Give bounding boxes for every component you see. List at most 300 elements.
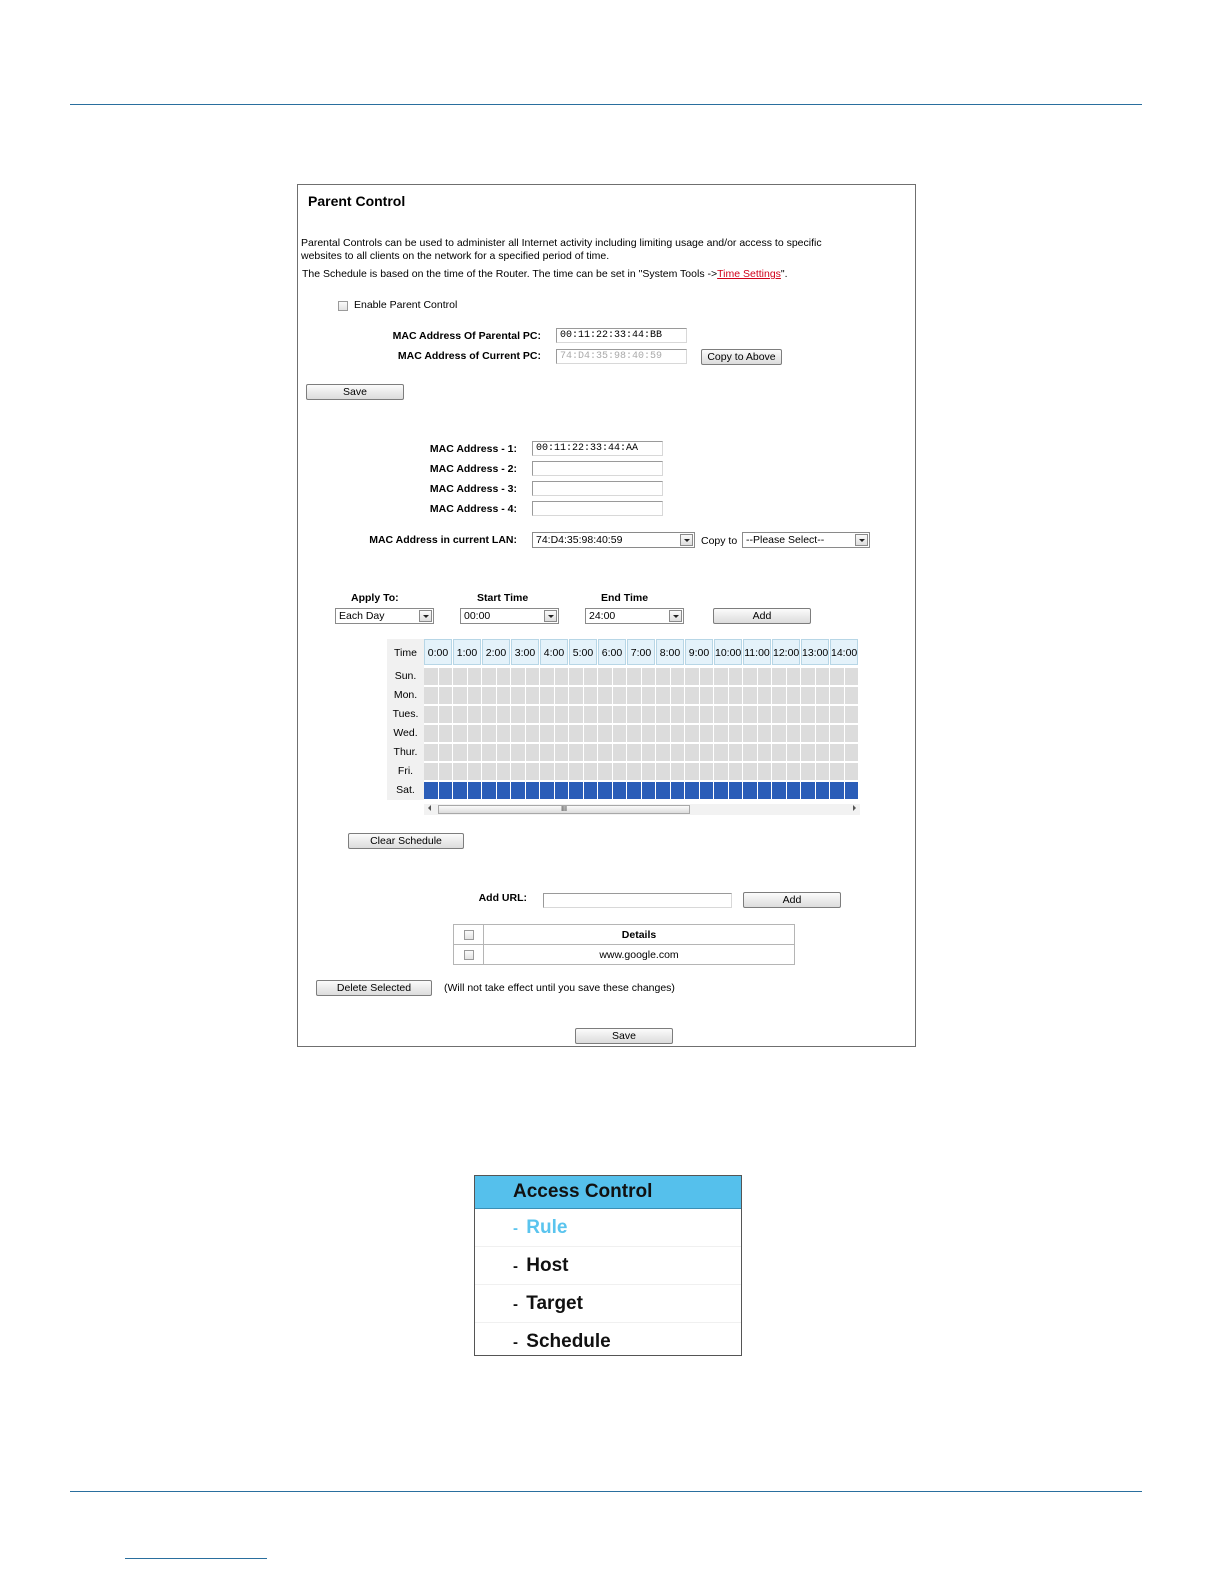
chevron-down-icon	[680, 534, 693, 546]
schedule-cell[interactable]	[540, 763, 554, 780]
schedule-cell[interactable]	[816, 668, 830, 685]
schedule-cell[interactable]	[714, 668, 728, 685]
grid-day-label: Sun.	[387, 667, 424, 686]
schedule-cell[interactable]	[801, 668, 815, 685]
schedule-cell[interactable]	[569, 687, 583, 704]
schedule-cell[interactable]	[743, 782, 757, 799]
schedule-cell[interactable]	[729, 706, 743, 723]
schedule-cell[interactable]	[743, 687, 757, 704]
menu-item-target[interactable]	[475, 1285, 741, 1323]
schedule-cell[interactable]	[758, 687, 772, 704]
grid-day-label: Fri.	[387, 762, 424, 781]
schedule-cell[interactable]	[685, 782, 699, 799]
schedule-cell[interactable]	[526, 782, 540, 799]
mac-parental-label: MAC Address Of Parental PC:	[392, 330, 541, 342]
schedule-cell[interactable]	[816, 782, 830, 799]
schedule-cell[interactable]	[816, 744, 830, 761]
schedule-cell[interactable]	[816, 687, 830, 704]
mac-current-input[interactable]: 74:D4:35:98:40:59	[556, 349, 687, 364]
schedule-cell[interactable]	[555, 668, 569, 685]
schedule-cell[interactable]	[497, 725, 511, 742]
schedule-cell[interactable]	[482, 782, 496, 799]
schedule-cell[interactable]	[424, 668, 438, 685]
schedule-cell[interactable]	[772, 763, 786, 780]
schedule-cell[interactable]	[613, 744, 627, 761]
schedule-cell[interactable]	[743, 763, 757, 780]
enable-parent-control-label: Enable Parent Control	[354, 299, 458, 311]
page-title: Parent Control	[308, 193, 406, 209]
schedule-cell[interactable]	[555, 744, 569, 761]
schedule-cell[interactable]	[845, 668, 859, 685]
schedule-cell[interactable]	[642, 687, 656, 704]
schedule-cell[interactable]	[540, 668, 554, 685]
clear-schedule-button[interactable]: Clear Schedule	[348, 833, 464, 849]
table-row	[454, 945, 795, 965]
schedule-cell[interactable]	[656, 687, 670, 704]
menu-item-host[interactable]	[475, 1247, 741, 1285]
schedule-cell[interactable]	[642, 744, 656, 761]
schedule-cell[interactable]	[700, 725, 714, 742]
schedule-cell[interactable]	[468, 763, 482, 780]
schedule-cell[interactable]	[656, 668, 670, 685]
add-schedule-button[interactable]: Add	[713, 608, 811, 624]
schedule-cell[interactable]	[424, 763, 438, 780]
schedule-cell[interactable]	[511, 668, 525, 685]
schedule-cell[interactable]	[627, 763, 641, 780]
schedule-cell[interactable]	[671, 706, 685, 723]
schedule-cell[interactable]	[685, 725, 699, 742]
menu-item-label: Rule	[526, 1217, 568, 1238]
bottom-rule	[70, 1491, 1142, 1492]
schedule-cell[interactable]	[439, 763, 453, 780]
schedule-cell[interactable]	[700, 706, 714, 723]
details-header: Details	[484, 925, 795, 945]
schedule-cell[interactable]	[511, 782, 525, 799]
schedule-cell[interactable]	[526, 744, 540, 761]
mac-current-label: MAC Address of Current PC:	[397, 350, 541, 362]
schedule-cell[interactable]	[453, 668, 467, 685]
schedule-cell[interactable]	[424, 744, 438, 761]
schedule-note	[302, 268, 902, 281]
schedule-cell[interactable]	[642, 668, 656, 685]
description	[301, 237, 901, 263]
schedule-cell[interactable]	[453, 782, 467, 799]
schedule-cell[interactable]	[555, 725, 569, 742]
schedule-cell[interactable]	[439, 687, 453, 704]
schedule-cell[interactable]	[526, 763, 540, 780]
schedule-cell[interactable]	[540, 725, 554, 742]
schedule-cell[interactable]	[729, 744, 743, 761]
grid-day-row	[424, 744, 859, 761]
grid-hour-header: 9:00	[685, 639, 713, 665]
schedule-cell[interactable]	[787, 668, 801, 685]
dash-icon: -	[513, 1220, 518, 1237]
grid-hour-header: 1:00	[453, 639, 481, 665]
schedule-cell[interactable]	[540, 744, 554, 761]
schedule-cell[interactable]	[569, 782, 583, 799]
add-url-button[interactable]: Add	[743, 892, 841, 908]
schedule-cell[interactable]	[830, 725, 844, 742]
delete-selected-button[interactable]: Delete Selected	[316, 980, 432, 996]
schedule-cell[interactable]	[584, 744, 598, 761]
grid-day-label: Tues.	[387, 705, 424, 724]
schedule-cell[interactable]	[468, 782, 482, 799]
schedule-cell[interactable]	[743, 706, 757, 723]
schedule-cell[interactable]	[830, 744, 844, 761]
schedule-cell[interactable]	[787, 725, 801, 742]
schedule-cell[interactable]	[584, 782, 598, 799]
grid-horizontal-scrollbar[interactable]	[424, 804, 860, 815]
schedule-cell[interactable]	[424, 687, 438, 704]
schedule-cell[interactable]	[714, 687, 728, 704]
copy-to-above-button[interactable]: Copy to Above	[701, 349, 782, 365]
start-time-label: Start Time	[477, 592, 529, 604]
schedule-cell[interactable]	[656, 706, 670, 723]
schedule-cell[interactable]	[801, 763, 815, 780]
save-bottom-button[interactable]: Save	[575, 1028, 673, 1044]
schedule-cell[interactable]	[540, 782, 554, 799]
schedule-cell[interactable]	[700, 744, 714, 761]
schedule-cell[interactable]	[598, 706, 612, 723]
schedule-cell[interactable]	[758, 706, 772, 723]
schedule-cell[interactable]	[671, 668, 685, 685]
grid-day-label: Wed.	[387, 724, 424, 743]
save-button[interactable]: Save	[306, 384, 404, 400]
schedule-cell[interactable]	[627, 668, 641, 685]
schedule-cell[interactable]	[845, 744, 859, 761]
schedule-cell[interactable]	[555, 782, 569, 799]
schedule-cell[interactable]	[526, 706, 540, 723]
schedule-cell[interactable]	[555, 763, 569, 780]
schedule-cell[interactable]	[555, 687, 569, 704]
schedule-cell[interactable]	[758, 744, 772, 761]
schedule-cell[interactable]	[671, 782, 685, 799]
schedule-cell[interactable]	[482, 763, 496, 780]
schedule-cell[interactable]	[714, 725, 728, 742]
schedule-cell[interactable]	[787, 763, 801, 780]
schedule-cell[interactable]	[830, 763, 844, 780]
schedule-cell[interactable]	[598, 744, 612, 761]
lan-mac-label: MAC Address in current LAN:	[369, 534, 517, 546]
end-time-value: 24:00	[589, 610, 616, 622]
schedule-cell[interactable]	[729, 782, 743, 799]
mac-address-4-input[interactable]	[532, 501, 663, 516]
schedule-cell[interactable]	[439, 782, 453, 799]
schedule-cell[interactable]	[468, 744, 482, 761]
menu-item-rule[interactable]	[475, 1209, 741, 1247]
schedule-cell[interactable]	[482, 725, 496, 742]
schedule-cell[interactable]	[598, 668, 612, 685]
mac-address-2-label: MAC Address - 2:	[429, 463, 517, 475]
schedule-cell[interactable]	[671, 687, 685, 704]
schedule-cell[interactable]	[743, 725, 757, 742]
schedule-cell[interactable]	[787, 706, 801, 723]
schedule-cell[interactable]	[453, 725, 467, 742]
schedule-cell[interactable]	[743, 744, 757, 761]
schedule-cell[interactable]	[584, 706, 598, 723]
menu-item-schedule[interactable]	[475, 1323, 741, 1360]
grid-hour-header: 2:00	[482, 639, 510, 665]
schedule-cell[interactable]	[598, 687, 612, 704]
schedule-cell[interactable]	[439, 668, 453, 685]
grid-hour-header: 11:00	[743, 639, 771, 665]
schedule-cell[interactable]	[613, 763, 627, 780]
schedule-cell[interactable]	[772, 744, 786, 761]
schedule-cell[interactable]	[540, 706, 554, 723]
start-time-select[interactable]	[460, 608, 559, 624]
grid-day-row	[424, 687, 859, 704]
schedule-cell[interactable]	[497, 668, 511, 685]
schedule-cell[interactable]	[758, 782, 772, 799]
schedule-cell[interactable]	[424, 725, 438, 742]
schedule-cell[interactable]	[830, 782, 844, 799]
grid-day-row	[424, 668, 859, 685]
chevron-down-icon	[544, 610, 557, 622]
schedule-cell[interactable]	[656, 744, 670, 761]
schedule-cell[interactable]	[482, 706, 496, 723]
schedule-cell[interactable]	[729, 725, 743, 742]
schedule-cell[interactable]	[801, 706, 815, 723]
schedule-cell[interactable]	[772, 668, 786, 685]
schedule-cell[interactable]	[845, 706, 859, 723]
grid-hour-header: 7:00	[627, 639, 655, 665]
schedule-cell[interactable]	[540, 687, 554, 704]
end-time-select[interactable]	[585, 608, 684, 624]
schedule-cell[interactable]	[439, 725, 453, 742]
schedule-cell[interactable]	[772, 725, 786, 742]
schedule-cell[interactable]	[555, 706, 569, 723]
schedule-cell[interactable]	[685, 687, 699, 704]
description-line-2: websites to all clients on the network for a specified period of time.	[301, 250, 610, 262]
top-rule	[70, 104, 1142, 105]
schedule-cell[interactable]	[700, 687, 714, 704]
schedule-cell[interactable]	[627, 706, 641, 723]
time-settings-link[interactable]: Time Settings	[717, 268, 781, 280]
schedule-cell[interactable]	[468, 687, 482, 704]
grid-day-label: Sat.	[387, 781, 424, 800]
schedule-cell[interactable]	[453, 744, 467, 761]
grid-day-row	[424, 763, 859, 780]
schedule-cell[interactable]	[801, 782, 815, 799]
grid-hours-header	[424, 639, 859, 667]
schedule-cell[interactable]	[816, 725, 830, 742]
schedule-cell[interactable]	[511, 706, 525, 723]
schedule-cell[interactable]	[627, 725, 641, 742]
schedule-cell[interactable]	[845, 782, 859, 799]
apply-to-select[interactable]	[335, 608, 434, 624]
schedule-cell[interactable]	[830, 687, 844, 704]
schedule-cell[interactable]	[439, 706, 453, 723]
schedule-cell[interactable]	[511, 725, 525, 742]
copy-to-select[interactable]	[742, 532, 870, 548]
schedule-cell[interactable]	[482, 668, 496, 685]
schedule-cell[interactable]	[424, 706, 438, 723]
add-url-input[interactable]	[543, 893, 732, 908]
schedule-cell[interactable]	[671, 763, 685, 780]
grid-hour-header: 6:00	[598, 639, 626, 665]
schedule-cell[interactable]	[642, 763, 656, 780]
schedule-cell[interactable]	[845, 763, 859, 780]
mac-address-2-input[interactable]	[532, 461, 663, 476]
schedule-cell[interactable]	[526, 687, 540, 704]
schedule-cell[interactable]	[627, 744, 641, 761]
url-row-checkbox[interactable]	[464, 950, 474, 960]
schedule-cell[interactable]	[729, 763, 743, 780]
schedule-cell[interactable]	[526, 668, 540, 685]
mac-address-3-input[interactable]	[532, 481, 663, 496]
schedule-cell[interactable]	[569, 668, 583, 685]
schedule-cell[interactable]	[801, 725, 815, 742]
schedule-cell[interactable]	[772, 687, 786, 704]
schedule-cell[interactable]	[772, 706, 786, 723]
schedule-cell[interactable]	[613, 687, 627, 704]
schedule-cell[interactable]	[845, 687, 859, 704]
apply-to-label: Apply To:	[351, 592, 399, 604]
url-table	[453, 924, 795, 965]
schedule-cell[interactable]	[714, 782, 728, 799]
schedule-cell[interactable]	[598, 725, 612, 742]
schedule-cell[interactable]	[656, 782, 670, 799]
select-all-checkbox[interactable]	[464, 930, 474, 940]
schedule-cell[interactable]	[671, 744, 685, 761]
schedule-cell[interactable]	[584, 668, 598, 685]
schedule-cell[interactable]	[685, 706, 699, 723]
schedule-cell[interactable]	[584, 725, 598, 742]
schedule-cell[interactable]	[801, 744, 815, 761]
schedule-cell[interactable]	[482, 744, 496, 761]
schedule-cell[interactable]	[468, 668, 482, 685]
lan-mac-value: 74:D4:35:98:40:59	[536, 534, 623, 546]
schedule-cell[interactable]	[787, 744, 801, 761]
footnote-rule	[125, 1558, 267, 1559]
schedule-cell[interactable]	[714, 763, 728, 780]
schedule-cell[interactable]	[453, 763, 467, 780]
schedule-cell[interactable]	[511, 687, 525, 704]
schedule-cell[interactable]	[787, 687, 801, 704]
schedule-cell[interactable]	[729, 687, 743, 704]
schedule-cell[interactable]	[830, 668, 844, 685]
schedule-cell[interactable]	[642, 782, 656, 799]
mac-address-1-label: MAC Address - 1:	[429, 443, 517, 455]
schedule-cell[interactable]	[468, 725, 482, 742]
mac-parental-input[interactable]: 00:11:22:33:44:BB	[556, 328, 687, 343]
schedule-cell[interactable]	[613, 782, 627, 799]
schedule-cell[interactable]	[758, 668, 772, 685]
grid-time-header: Time	[387, 639, 424, 667]
grid-hour-header: 13:00	[801, 639, 829, 665]
schedule-note-text: The Schedule is based on the time of the Router. The time can be set in "System Tools ->	[302, 268, 718, 280]
grid-day-row	[424, 706, 859, 723]
schedule-cell[interactable]	[685, 668, 699, 685]
enable-parent-control-checkbox[interactable]	[338, 301, 348, 311]
chevron-down-icon	[855, 534, 868, 546]
delete-note: (Will not take effect until you save these changes)	[444, 982, 675, 994]
schedule-cell[interactable]	[598, 763, 612, 780]
description-line-1: Parental Controls can be used to administer all Internet activity including limiting usage and/or access to specific	[301, 237, 822, 249]
schedule-cell[interactable]	[656, 763, 670, 780]
schedule-cell[interactable]	[729, 668, 743, 685]
schedule-cell[interactable]	[758, 763, 772, 780]
schedule-cell[interactable]	[642, 706, 656, 723]
schedule-cell[interactable]	[700, 782, 714, 799]
grid-day-row	[424, 725, 859, 742]
schedule-cell[interactable]	[569, 706, 583, 723]
schedule-cell[interactable]	[627, 782, 641, 799]
schedule-cell[interactable]	[656, 725, 670, 742]
schedule-cell[interactable]	[497, 782, 511, 799]
schedule-cell[interactable]	[497, 763, 511, 780]
schedule-cell[interactable]	[497, 706, 511, 723]
mac-address-3-label: MAC Address - 3:	[429, 483, 517, 495]
lan-mac-select[interactable]	[532, 532, 695, 548]
schedule-cell[interactable]	[627, 687, 641, 704]
schedule-cell[interactable]	[743, 668, 757, 685]
schedule-cell[interactable]	[497, 744, 511, 761]
grid-hour-header: 12:00	[772, 639, 800, 665]
schedule-cell[interactable]	[801, 687, 815, 704]
schedule-cell[interactable]	[772, 782, 786, 799]
schedule-cell[interactable]	[816, 706, 830, 723]
schedule-cell[interactable]	[830, 706, 844, 723]
schedule-cell[interactable]	[714, 744, 728, 761]
scroll-right-icon[interactable]	[853, 805, 856, 811]
schedule-cell[interactable]	[613, 706, 627, 723]
schedule-cell[interactable]	[468, 706, 482, 723]
grid-hour-header: 3:00	[511, 639, 539, 665]
url-table-header	[454, 925, 795, 945]
schedule-cell[interactable]	[598, 782, 612, 799]
schedule-cell[interactable]	[671, 725, 685, 742]
scroll-left-icon[interactable]	[428, 805, 431, 811]
grid-hour-header: 0:00	[424, 639, 452, 665]
grid-day-label: Thur.	[387, 743, 424, 762]
schedule-cell[interactable]	[569, 744, 583, 761]
schedule-cell[interactable]	[685, 763, 699, 780]
schedule-cell[interactable]	[584, 763, 598, 780]
menu-item-label: Schedule	[526, 1331, 611, 1352]
mac-address-1-input[interactable]: 00:11:22:33:44:AA	[532, 441, 663, 456]
schedule-cell[interactable]	[845, 725, 859, 742]
schedule-cell[interactable]	[511, 744, 525, 761]
schedule-cell[interactable]	[453, 706, 467, 723]
schedule-cell[interactable]	[453, 687, 467, 704]
schedule-cell[interactable]	[613, 668, 627, 685]
grid-day-row	[424, 782, 859, 799]
schedule-cell[interactable]	[700, 668, 714, 685]
schedule-cell[interactable]	[816, 763, 830, 780]
schedule-cell[interactable]	[584, 687, 598, 704]
schedule-cell[interactable]	[714, 706, 728, 723]
schedule-cell[interactable]	[569, 725, 583, 742]
schedule-cell[interactable]	[569, 763, 583, 780]
schedule-cell[interactable]	[497, 687, 511, 704]
schedule-cell[interactable]	[685, 744, 699, 761]
schedule-cell[interactable]	[526, 725, 540, 742]
scroll-thumb[interactable]: III	[438, 805, 690, 814]
schedule-cell[interactable]	[787, 782, 801, 799]
schedule-cell[interactable]	[439, 744, 453, 761]
schedule-cell[interactable]	[424, 782, 438, 799]
end-time-label: End Time	[601, 592, 649, 604]
schedule-cell[interactable]	[642, 725, 656, 742]
schedule-cell[interactable]	[700, 763, 714, 780]
schedule-cell[interactable]	[758, 725, 772, 742]
schedule-cell[interactable]	[511, 763, 525, 780]
add-url-label: Add URL:	[478, 892, 527, 904]
schedule-cell[interactable]	[482, 687, 496, 704]
schedule-cell[interactable]	[613, 725, 627, 742]
start-time-value: 00:00	[464, 610, 491, 622]
